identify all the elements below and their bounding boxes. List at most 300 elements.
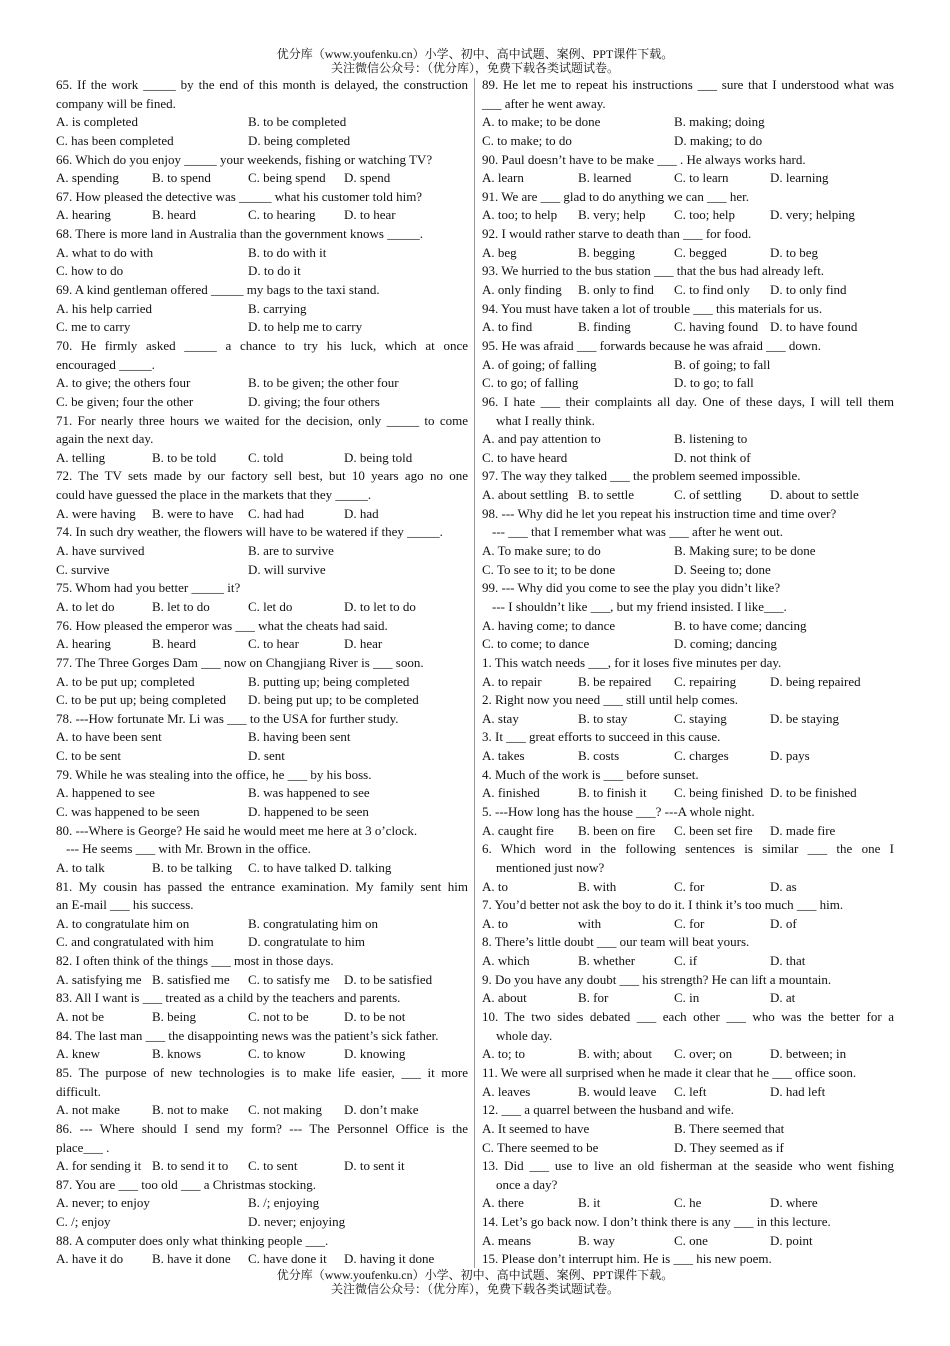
answer-option: D. don’t make (344, 1102, 419, 1118)
answer-options (56, 915, 468, 934)
answer-options (482, 561, 894, 580)
answer-option: C. being spend (248, 170, 326, 186)
answer-option: B. to spend (152, 170, 211, 186)
answer-option: B. to be told (152, 449, 217, 465)
answer-option: B. not to make (152, 1102, 229, 1118)
answer-option: D. to let to do (344, 598, 416, 614)
question-text: 10. The two sides debated ___ each other ___ who was the better for a (482, 1009, 894, 1025)
answer-option: B. to be completed (248, 114, 347, 130)
answer-option: D. They seemed as if (674, 1139, 784, 1155)
answer-option: C. To see to it; to be done (482, 561, 616, 577)
answer-option: A. spending (56, 170, 119, 186)
answer-option: C. having found (674, 319, 759, 335)
answer-options (482, 542, 894, 561)
question-text: --- I shouldn’t like ___, but my friend insisted. I like___. (492, 598, 787, 614)
question-text: 68. There is more land in Australia than the government knows _____. (56, 226, 423, 242)
answer-option: D. to do it (248, 263, 301, 279)
question-text: 86. --- Where should I send my form? --- The Personnel Office is the (56, 1120, 468, 1136)
question-text: what I really think. (496, 412, 595, 428)
question-text: 67. How pleased the detective was _____ what his customer told him? (56, 188, 423, 204)
answer-option: B. only to find (578, 282, 654, 298)
question-text: 98. --- Why did he let you repeat his instruction time and time over? (482, 505, 837, 521)
answer-options (56, 206, 468, 225)
answer-option: D. to be satisfied (344, 971, 433, 987)
answer-option: A. never; to enjoy (56, 1195, 150, 1211)
answer-option: A. of going; of falling (482, 356, 597, 372)
answer-options (482, 430, 894, 449)
answer-options (56, 728, 468, 747)
answer-option: D. to be finished (770, 785, 857, 801)
answer-options (482, 318, 894, 337)
answer-option: A. not be (56, 1009, 105, 1025)
answer-option: B. finding (578, 319, 631, 335)
answer-option: D. between; in (770, 1046, 847, 1062)
answer-options (56, 244, 468, 263)
question-text: 81. My cousin has passed the entrance examination. My family sent him (56, 878, 468, 894)
answer-option: C. and congratulated with him (56, 934, 214, 950)
answer-option: A. caught fire (482, 822, 554, 838)
answer-option: A. knew (56, 1046, 101, 1062)
answer-option: A. were having (56, 505, 136, 521)
question-text: 13. Did ___ use to live an old fisherman at the seaside who went fishing (482, 1158, 894, 1174)
answer-option: B. knows (152, 1046, 202, 1062)
answer-option: B. were to have (152, 505, 234, 521)
question-text: mentioned just now? (496, 859, 605, 875)
answer-options (482, 356, 894, 375)
answer-option: C. to learn (674, 170, 729, 186)
answer-options (56, 393, 468, 412)
answer-option: C. been set fire (674, 822, 753, 838)
answer-options (482, 1083, 894, 1102)
answer-options (56, 169, 468, 188)
answer-option: B. putting up; being completed (248, 673, 410, 689)
question-text: difficult. (56, 1083, 101, 1099)
answer-option: A. his help carried (56, 300, 153, 316)
answer-option: D. never; enjoying (248, 1214, 346, 1230)
answer-options (482, 244, 894, 263)
answer-option: A. for sending it (56, 1158, 142, 1174)
question-text: 83. All I want is ___ treated as a child by the teachers and parents. (56, 990, 401, 1006)
answer-option: D. hear (344, 636, 383, 652)
answer-option: C. too; help (674, 207, 736, 223)
question-text: 69. A kind gentleman offered _____ my bags to the taxi stand. (56, 282, 380, 298)
question-text: ___ after he went away. (482, 95, 606, 111)
answer-option: B. congratulating him on (248, 915, 378, 931)
answer-option: A. to talk (56, 859, 105, 875)
answer-option: A. only finding (482, 282, 562, 298)
answer-option: B. was happened to see (248, 785, 370, 801)
answer-option: A. there (482, 1195, 524, 1211)
answer-options (482, 374, 894, 393)
answer-options (56, 673, 468, 692)
answer-options (482, 617, 894, 636)
answer-options (482, 952, 894, 971)
answer-option: C. me to carry (56, 319, 131, 335)
answer-options (56, 374, 468, 393)
answer-options (56, 1157, 468, 1176)
answer-option: C. to satisfy me (248, 971, 330, 987)
answer-option: D. spend (344, 170, 391, 186)
answer-option: B. very; help (578, 207, 646, 223)
answer-options (56, 859, 468, 878)
answer-option: B. to have come; dancing (674, 617, 807, 633)
question-text: 5. ---How long has the house ___? ---A whole night. (482, 803, 755, 819)
answer-options (482, 878, 894, 897)
answer-option: A. having come; to dance (482, 617, 616, 633)
answer-option: D. pays (770, 748, 810, 764)
question-text: 89. He let me to repeat his instructions ___ sure that I understood what was (482, 77, 894, 92)
question-text: --- He seems ___ with Mr. Brown in the office. (66, 841, 311, 857)
answer-option: D. to help me to carry (248, 319, 363, 335)
answer-option: A. hearing (56, 636, 111, 652)
answer-option: C. for (674, 878, 705, 894)
answer-option: B. been on fire (578, 822, 656, 838)
answer-option: A. have survived (56, 543, 145, 559)
question-text: could have guessed the place in the markets that they _____. (56, 487, 372, 503)
question-text: an E-mail ___ his success. (56, 897, 194, 913)
answer-option: D. point (770, 1232, 813, 1248)
answer-options (56, 803, 468, 822)
answer-option: C. to make; to do (482, 132, 572, 148)
answer-option: A. learn (482, 170, 524, 186)
answer-option: B. There seemed that (674, 1120, 785, 1136)
question-text: 82. I often think of the things ___ most in those days. (56, 953, 334, 969)
answer-option: B. heard (152, 207, 197, 223)
answer-option: A. not make (56, 1102, 120, 1118)
answer-option: D. to have found (770, 319, 858, 335)
answer-option: B. for (578, 990, 609, 1006)
answer-option: A. to be put up; completed (56, 673, 195, 689)
answer-option: D. having it done (344, 1251, 435, 1267)
answer-option: D. to beg (770, 244, 819, 260)
answer-option: D. being completed (248, 132, 351, 148)
answer-option: A. to repair (482, 673, 542, 689)
answer-options (56, 1045, 468, 1064)
header-line-2: 关注微信公众号：（优分库），免费下载各类试题试卷。 (330, 61, 619, 75)
answer-option: C. left (674, 1083, 707, 1099)
answer-option: C. one (674, 1232, 708, 1248)
question-text: 6. Which word in the following sentences is similar ___ the one I (482, 841, 894, 857)
answer-option: A. about settling (482, 487, 569, 503)
answer-option: B. carrying (248, 300, 307, 316)
question-text: 75. Whom had you better _____ it? (56, 580, 241, 596)
question-text: 80. ---Where is George? He said he would meet me here at 3 o’clock. (56, 822, 418, 838)
question-text: 79. While he was stealing into the office, he ___ by his boss. (56, 766, 372, 782)
answer-options (56, 747, 468, 766)
answer-option: D. at (770, 990, 796, 1006)
answer-option: D. being put up; to be completed (248, 692, 419, 708)
answer-options (482, 915, 894, 934)
answer-option: A. to find (482, 319, 533, 335)
answer-option: D. to hear (344, 207, 396, 223)
answer-option: B. with; about (578, 1046, 653, 1062)
answer-options (56, 505, 468, 524)
answer-option: D. not think of (674, 449, 751, 465)
question-text: place___ . (56, 1139, 110, 1155)
answer-option: C. was happened to be seen (56, 803, 200, 819)
answer-option: D. as (770, 878, 797, 894)
answer-option: A. leaves (482, 1083, 531, 1099)
question-text: 65. If the work _____ by the end of this month is delayed, the construction (56, 77, 468, 92)
question-text: 88. A computer does only what thinking people ___. (56, 1232, 329, 1248)
answer-option: B. heard (152, 636, 197, 652)
answer-options (482, 113, 894, 132)
answer-option: C. in (674, 990, 700, 1006)
answer-option: D. to only find (770, 282, 847, 298)
answer-options (482, 1194, 894, 1213)
answer-option: D. to go; to fall (674, 375, 754, 391)
right-column (482, 76, 894, 1269)
answer-option: C. had had (248, 505, 304, 521)
answer-option: B. having been sent (248, 729, 351, 745)
question-text: 92. I would rather starve to death than ___ for food. (482, 226, 752, 242)
answer-options (56, 784, 468, 803)
answer-option: D. of (770, 915, 797, 931)
question-text: 3. It ___ great efforts to succeed in this cause. (482, 729, 721, 745)
answer-option: D. made fire (770, 822, 836, 838)
answer-options (56, 300, 468, 319)
answer-option: A. which (482, 953, 530, 969)
answer-option: D. making; to do (674, 132, 763, 148)
question-text: 84. The last man ___ the disappointing news was the patient’s sick father. (56, 1027, 439, 1043)
page-footer (0, 1268, 950, 1296)
answer-option: C. to have talked D. talking (248, 859, 392, 875)
answer-options (56, 1250, 468, 1269)
answer-option: B. listening to (674, 431, 748, 447)
answer-options (482, 673, 894, 692)
answer-option: A. have it do (56, 1251, 124, 1267)
question-text: 9. Do you have any doubt ___ his strength? He can lift a mountain. (482, 971, 832, 987)
question-text: 76. How pleased the emperor was ___ what the cheats had said. (56, 617, 388, 633)
answer-options (482, 989, 894, 1008)
answer-option: B. are to survive (248, 543, 334, 559)
answer-option: D. giving; the four others (248, 393, 380, 409)
answer-option: B. whether (578, 953, 636, 969)
answer-option: D. being repaired (770, 673, 861, 689)
answer-options (482, 1232, 894, 1251)
answer-option: B. to send it to (152, 1158, 229, 1174)
question-text: 91. We are ___ glad to do anything we can ___ her. (482, 188, 749, 204)
question-text: 95. He was afraid ___ forwards because he was afraid ___ down. (482, 337, 821, 353)
answer-options (482, 449, 894, 468)
answer-option: B. /; enjoying (248, 1195, 320, 1211)
question-text: 93. We hurried to the bus station ___ that the bus had already left. (482, 263, 825, 279)
question-text: whole day. (496, 1027, 553, 1043)
question-text: 1. This watch needs ___, for it loses five minutes per day. (482, 654, 782, 670)
answer-option: B. Making sure; to be done (674, 543, 816, 559)
answer-option: A. to make; to be done (482, 114, 601, 130)
answer-option: C. There seemed to be (482, 1139, 599, 1155)
answer-options (56, 1101, 468, 1120)
question-text: --- ___ that I remember what was ___ after he went out. (492, 524, 783, 540)
answer-option: C. survive (56, 561, 110, 577)
answer-options (56, 598, 468, 617)
answer-option: A. to; to (482, 1046, 525, 1062)
answer-options (482, 784, 894, 803)
answer-options (56, 542, 468, 561)
answer-option: B. be repaired (578, 673, 652, 689)
answer-option: D. being told (344, 449, 413, 465)
question-text: 2. Right now you need ___ still until help comes. (482, 692, 739, 708)
question-text: 70. He firmly asked _____ a chance to try his luck, which at once (56, 337, 468, 353)
answer-option: C. if (674, 953, 698, 969)
answer-option: A. happened to see (56, 785, 155, 801)
answer-option: C. has been completed (56, 132, 174, 148)
column-divider (474, 78, 475, 1268)
answer-option: C. over; on (674, 1046, 733, 1062)
answer-option: D. be staying (770, 710, 839, 726)
answer-option: with (578, 915, 602, 931)
answer-option: C. for (674, 915, 705, 931)
question-text: 66. Which do you enjoy _____ your weekends, fishing or watching TV? (56, 151, 433, 167)
answer-option: A. what to do with (56, 244, 154, 260)
answer-options (56, 691, 468, 710)
answer-option: A. to congratulate him on (56, 915, 190, 931)
answer-option: D. very; helping (770, 207, 855, 223)
answer-option: C. he (674, 1195, 702, 1211)
answer-option: C. not to be (248, 1009, 309, 1025)
question-text: 12. ___ a quarrel between the husband and wife. (482, 1102, 734, 1118)
answer-option: B. of going; to fall (674, 356, 771, 372)
answer-options (56, 1213, 468, 1232)
question-text: 96. I hate ___ their complaints all day. One of these days, I will tell them (482, 393, 894, 409)
question-text: 14. Let’s go back now. I don’t think there is any ___ in this lecture. (482, 1214, 831, 1230)
answer-option: A. to give; the others four (56, 375, 191, 391)
answer-option: D. happened to be seen (248, 803, 369, 819)
answer-option: C. to hear (248, 636, 299, 652)
footer-line-2: 关注微信公众号：（优分库），免费下载各类试题试卷。 (330, 1282, 619, 1296)
question-text: 85. The purpose of new technologies is to make life easier, ___ it more (56, 1064, 468, 1080)
answer-option: B. to be given; the other four (248, 375, 399, 391)
question-text: 99. --- Why did you come to see the play you didn’t like? (482, 580, 781, 596)
answer-option: C. be given; four the other (56, 393, 194, 409)
question-text: 11. We were all surprised when he made it clear that he ___ office soon. (482, 1064, 857, 1080)
question-text: 97. The way they talked ___ the problem seemed impossible. (482, 468, 801, 484)
question-text: once a day? (496, 1176, 558, 1192)
answer-options (482, 1139, 894, 1158)
answer-option: A. finished (482, 785, 540, 801)
answer-option: C. to go; of falling (482, 375, 579, 391)
answer-option: A. too; to help (482, 207, 558, 223)
answer-option: C. to have heard (482, 449, 568, 465)
answer-option: B. to stay (578, 710, 628, 726)
header-line-1: 优分库（www.youfenku.cn）小学、初中、高中试题、案例、PPT课件下载。 (276, 47, 674, 61)
answer-option: C. /; enjoy (56, 1214, 111, 1230)
answer-options (56, 635, 468, 654)
answer-option: D. had (344, 505, 379, 521)
answer-option: D. to sent it (344, 1158, 405, 1174)
answer-option: C. let do (248, 598, 293, 614)
question-text: again the next day. (56, 431, 154, 447)
question-text: 78. ---How fortunate Mr. Li was ___ to the USA for further study. (56, 710, 399, 726)
answer-option: C. to sent (248, 1158, 298, 1174)
answer-options (56, 449, 468, 468)
answer-option: C. have done it (248, 1251, 327, 1267)
answer-option: C. charges (674, 748, 729, 764)
answer-option: A. To make sure; to do (482, 543, 601, 559)
answer-option: B. to do with it (248, 244, 327, 260)
answer-option: A. and pay attention to (482, 431, 601, 447)
answer-options (56, 318, 468, 337)
answer-option: A. beg (482, 244, 517, 260)
answer-options (482, 747, 894, 766)
question-text: 94. You must have taken a lot of trouble ___ this materials for us. (482, 300, 823, 316)
answer-option: D. had left (770, 1083, 826, 1099)
answer-option: B. it (578, 1195, 601, 1211)
answer-options (482, 169, 894, 188)
answer-option: D. about to settle (770, 487, 859, 503)
question-text: 15. Please don’t interrupt him. He is ___ his new poem. (482, 1251, 772, 1267)
answer-option: D. learning (770, 170, 829, 186)
answer-option: A. telling (56, 449, 106, 465)
page-header (0, 47, 950, 75)
left-column (56, 76, 468, 1269)
answer-options (482, 1120, 894, 1139)
answer-option: C. told (248, 449, 284, 465)
answer-option: B. being (152, 1009, 197, 1025)
answer-option: B. to finish it (578, 785, 647, 801)
answer-option: A. hearing (56, 207, 111, 223)
answer-options (482, 710, 894, 729)
question-text: 74. In such dry weather, the flowers will have to be watered if they _____. (56, 524, 443, 540)
answer-option: D. knowing (344, 1046, 406, 1062)
answer-options (482, 635, 894, 654)
answer-options (482, 281, 894, 300)
answer-option: A. to let do (56, 598, 115, 614)
answer-option: D. where (770, 1195, 818, 1211)
answer-options (56, 971, 468, 990)
question-text: 71. For nearly three hours we waited for the decision, only _____ to come (56, 412, 468, 428)
answer-option: A. to (482, 915, 508, 931)
answer-option: D. will survive (248, 561, 326, 577)
answer-option: C. begged (674, 244, 727, 260)
answer-options (482, 206, 894, 225)
answer-option: D. congratulate to him (248, 934, 365, 950)
answer-option: B. to settle (578, 487, 634, 503)
answer-option: A. satisfying me (56, 971, 142, 987)
answer-option: C. being finished (674, 785, 764, 801)
answer-option: C. to hearing (248, 207, 316, 223)
question-text: company will be fined. (56, 95, 176, 111)
answer-option: B. satisfied me (152, 971, 230, 987)
answer-option: B. have it done (152, 1251, 231, 1267)
answer-option: D. to be not (344, 1009, 406, 1025)
answer-options (56, 132, 468, 151)
answer-option: C. to find only (674, 282, 750, 298)
answer-option: B. let to do (152, 598, 210, 614)
answer-option: D. that (770, 953, 806, 969)
answer-option: B. would leave (578, 1083, 657, 1099)
answer-options (56, 933, 468, 952)
answer-option: D. Seeing to; done (674, 561, 771, 577)
question-text: 4. Much of the work is ___ before sunset. (482, 766, 699, 782)
answer-option: C. to come; to dance (482, 636, 590, 652)
answer-option: C. repairing (674, 673, 737, 689)
answer-option: C. to know (248, 1046, 306, 1062)
answer-option: C. to be sent (56, 748, 121, 764)
answer-option: A. means (482, 1232, 532, 1248)
answer-options (56, 1194, 468, 1213)
answer-option: B. way (578, 1232, 615, 1248)
answer-options (56, 1008, 468, 1027)
answer-option: A. takes (482, 748, 525, 764)
answer-option: C. to be put up; being completed (56, 692, 227, 708)
question-text: 8. There’s little doubt ___ our team will beat yours. (482, 934, 750, 950)
answer-option: A. to have been sent (56, 729, 162, 745)
answer-option: B. begging (578, 244, 636, 260)
answer-options (56, 113, 468, 132)
question-text: 72. The TV sets made by our factory sell best, but 10 years ago no one (56, 468, 468, 484)
